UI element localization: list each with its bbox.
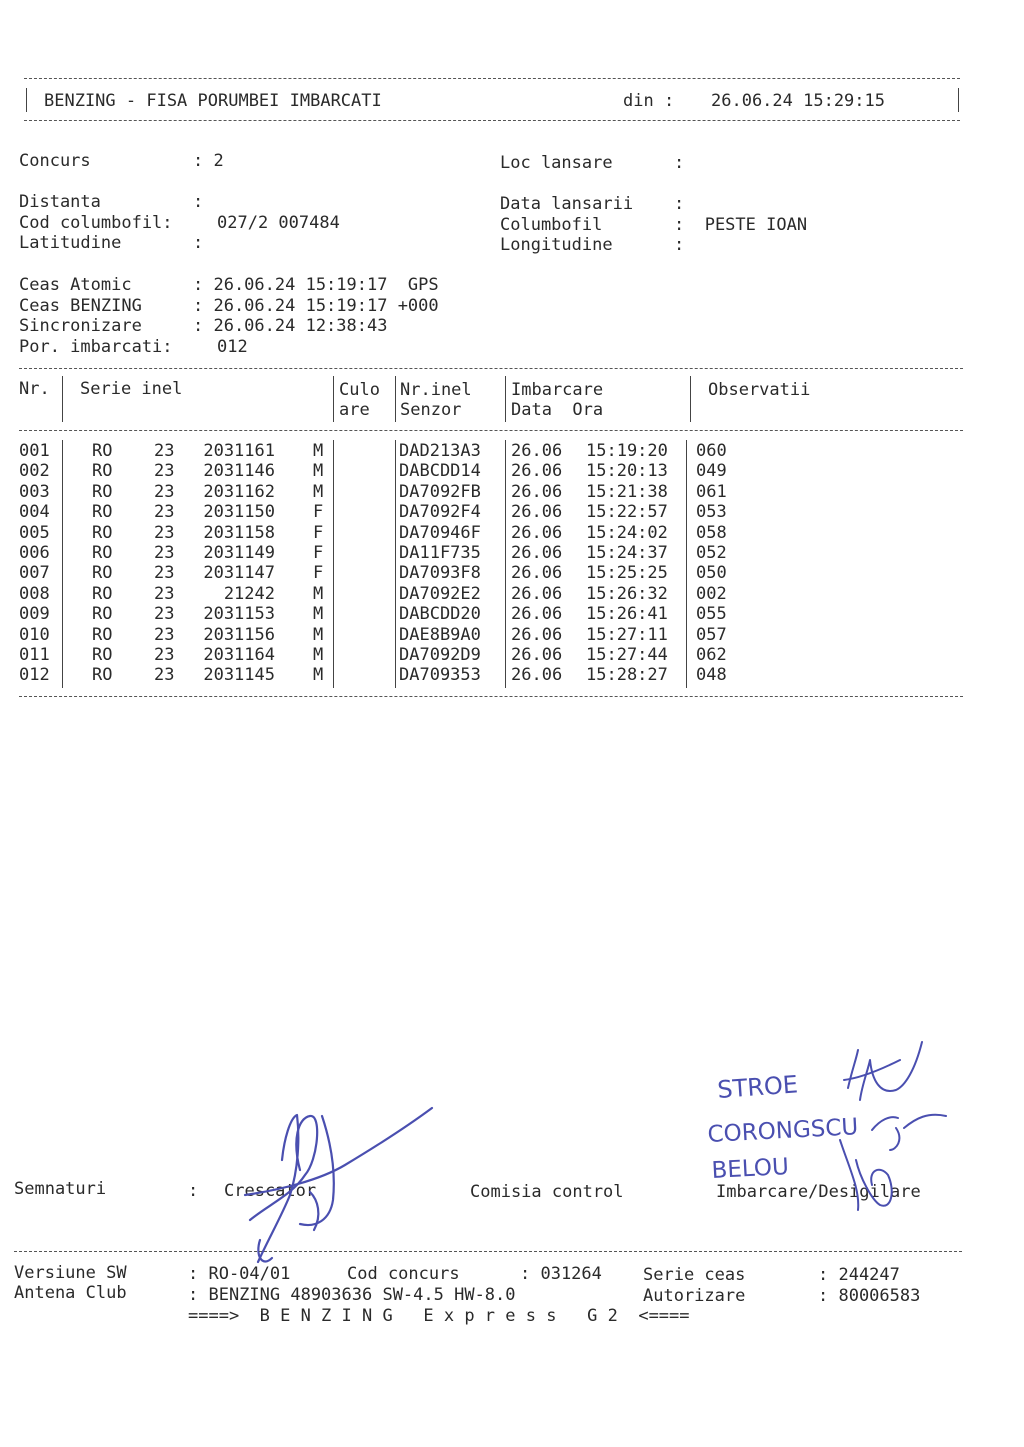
ceas-atomic-value: : 26.06.24 15:19:17 GPS [193,275,439,295]
cell-country: RO [92,583,113,604]
header-observatii: Observatii [708,380,811,400]
col-divider-nr [62,376,63,422]
cell-country: RO [92,502,113,523]
cell-time: 15:25:25 [586,563,668,584]
cell-obs: 062 [696,645,727,665]
body-divider-serie [333,440,334,688]
col-divider-culo [395,376,396,422]
cell-time: 15:21:38 [586,481,668,502]
cell-time: 15:20:13 [586,461,668,482]
cell-ring: 2031156 [203,624,275,645]
cell-date: 26.06 [511,563,563,584]
cod-columbofil-label: Cod columbofil: [19,213,173,233]
versiune-sw-value: : RO-04/01 [188,1264,291,1284]
body-divider-senzor [505,440,506,688]
autorizare-label: Autorizare [643,1286,746,1306]
cell-sensor: DAD213A3 [399,441,481,461]
cell-time: 15:26:41 [586,604,668,625]
serie-ceas-label: Serie ceas [643,1265,746,1285]
cell-sensor: DA7092D9 [399,645,481,665]
cell-time: 15:28:27 [586,665,668,686]
header-imbarcare-2: Data Ora [511,400,604,420]
body-divider-culo [395,440,396,688]
concurs-label: Concurs [19,151,91,171]
distanta-value: : [193,192,204,212]
cell-sex: M [313,665,324,686]
cell-sensor: DABCDD14 [399,461,481,482]
cell-year: 23 [154,481,175,502]
cell-sex: M [313,645,324,665]
cell-obs: 061 [696,481,727,502]
page-title: BENZING - FISA PORUMBEI IMBARCATI [44,91,382,111]
cell-ring: 2031150 [203,502,275,523]
cell-nr: 004 [19,502,50,523]
col-divider-senzor [505,376,506,422]
cell-date: 26.06 [511,645,563,665]
cell-year: 23 [154,461,175,482]
header-top-rule [24,78,960,79]
cell-date: 26.06 [511,583,563,604]
cell-nr: 007 [19,563,50,584]
col-divider-imbarcare [690,376,691,422]
header-right-border [958,88,959,112]
cell-obs: 055 [696,604,727,625]
cell-year: 23 [154,441,175,461]
cell-ring: 2031147 [203,563,275,584]
autorizare-value: : 80006583 [818,1286,921,1306]
cell-date: 26.06 [511,461,563,482]
columbofil-label: Columbofil [500,215,603,235]
cell-sensor: DA70946F [399,522,481,543]
cell-obs: 048 [696,665,727,686]
cell-date: 26.06 [511,481,563,502]
cell-country: RO [92,543,113,563]
cell-sensor: DA7093F8 [399,563,481,584]
header-nr: Nr. [19,379,50,399]
body-divider-nr [62,440,63,688]
cell-sex: M [313,624,324,645]
cell-sensor: DA7092E2 [399,583,481,604]
cell-country: RO [92,665,113,686]
cell-nr: 011 [19,645,50,665]
distanta-label: Distanta [19,192,101,212]
cod-concurs-label: Cod concurs [347,1264,460,1284]
cell-country: RO [92,481,113,502]
cell-sex: F [313,543,324,563]
handwritten-line-2: CORONGSCU [706,1114,859,1148]
sincronizare-value: : 26.06.24 12:38:43 [193,316,388,336]
cell-date: 26.06 [511,522,563,543]
cell-year: 23 [154,624,175,645]
cell-nr: 005 [19,522,50,543]
loc-lansare-label: Loc lansare [500,153,613,173]
handwritten-line-3: BELOU [710,1153,790,1184]
latitudine-label: Latitudine [19,233,122,253]
body-divider-imbarcare [686,440,687,688]
cell-ring: 21242 [223,583,275,604]
columbofil-value: : PESTE IOAN [674,215,808,235]
cell-nr: 009 [19,604,50,625]
semnaturi-colon: : [188,1181,199,1201]
latitudine-value: : [193,233,204,253]
cell-sensor: DA7092F4 [399,502,481,523]
cell-sex: F [313,522,324,543]
cell-sex: M [313,461,324,482]
cell-sex: M [313,583,324,604]
cell-time: 15:24:02 [586,522,668,543]
benzing-banner: ====> B E N Z I N G E x p r e s s G 2 <==== [188,1306,690,1326]
cell-obs: 050 [696,563,727,584]
cell-date: 26.06 [511,604,563,625]
header-bottom-rule [24,120,960,121]
table-header-rule [19,430,963,431]
cell-year: 23 [154,645,175,665]
header-nrinel-2: Senzor [400,400,462,420]
cell-year: 23 [154,583,175,604]
por-imbarcati-value: 012 [217,337,248,357]
ceas-benzing-value: : 26.06.24 15:19:17 +000 [193,296,439,316]
cell-ring: 2031149 [203,543,275,563]
cell-ring: 2031158 [203,522,275,543]
cell-year: 23 [154,604,175,625]
cell-ring: 2031145 [203,665,275,686]
imbarcare-desigilare-label: Imbarcare/Desigilare [716,1182,921,1202]
crescator-label: Crescator [224,1181,317,1201]
cell-nr: 001 [19,441,50,461]
cell-obs: 002 [696,583,727,604]
cell-year: 23 [154,543,175,563]
cell-date: 26.06 [511,665,563,686]
table-bottom-rule [19,696,963,697]
comisia-control-label: Comisia control [470,1182,624,1202]
cell-ring: 2031146 [203,461,275,482]
cell-time: 15:19:20 [586,441,668,461]
cell-date: 26.06 [511,543,563,563]
cell-obs: 058 [696,522,727,543]
cell-date: 26.06 [511,502,563,523]
cell-obs: 052 [696,543,727,563]
cod-concurs-value: : 031264 [520,1264,602,1284]
longitudine-label: Longitudine [500,235,613,255]
cell-ring: 2031153 [203,604,275,625]
cell-sensor: DA11F735 [399,543,481,563]
data-lansarii-label: Data lansarii [500,194,634,214]
cell-time: 15:27:11 [586,624,668,645]
cell-country: RO [92,624,113,645]
cell-country: RO [92,522,113,543]
cell-obs: 049 [696,461,727,482]
cell-nr: 008 [19,583,50,604]
sincronizare-label: Sincronizare [19,316,142,336]
cell-year: 23 [154,563,175,584]
antena-club-label: Antena Club [14,1283,127,1303]
cell-obs: 057 [696,624,727,645]
header-serie-inel: Serie inel [80,379,183,399]
cell-ring: 2031161 [203,441,275,461]
antena-club-value: : BENZING 48903636 SW-4.5 HW-8.0 [188,1285,516,1305]
cell-year: 23 [154,502,175,523]
serie-ceas-value: : 244247 [818,1265,900,1285]
semnaturi-label: Semnaturi [14,1179,107,1199]
cell-ring: 2031162 [203,481,275,502]
data-lansarii-value: : [674,194,685,214]
concurs-value: : 2 [193,151,224,171]
por-imbarcati-label: Por. imbarcati: [19,337,173,357]
cell-year: 23 [154,522,175,543]
header-left-border [26,88,27,112]
col-divider-serie [333,376,334,422]
cell-nr: 002 [19,461,50,482]
cell-nr: 003 [19,481,50,502]
cell-date: 26.06 [511,441,563,461]
cell-sex: F [313,563,324,584]
ceas-atomic-label: Ceas Atomic [19,275,132,295]
cell-sensor: DAE8B9A0 [399,624,481,645]
cell-year: 23 [154,665,175,686]
cell-ring: 2031164 [203,645,275,665]
cell-sex: M [313,481,324,502]
cell-country: RO [92,461,113,482]
header-culoare-2: are [339,400,370,420]
cell-nr: 012 [19,665,50,686]
date-value: 26.06.24 15:29:15 [711,91,885,111]
cell-country: RO [92,645,113,665]
versiune-sw-label: Versiune SW [14,1263,127,1283]
cell-sensor: DA709353 [399,665,481,686]
cell-sensor: DA7092FB [399,481,481,502]
header-nrinel-1: Nr.inel [400,380,472,400]
cell-time: 15:24:37 [586,543,668,563]
cod-columbofil-value: 027/2 007484 [217,213,340,233]
cell-sex: M [313,441,324,461]
header-culoare-1: Culo [339,380,380,400]
table-top-rule [19,368,963,369]
header-imbarcare-1: Imbarcare [511,380,604,400]
cell-date: 26.06 [511,624,563,645]
cell-sex: M [313,604,324,625]
cell-time: 15:26:32 [586,583,668,604]
cell-sensor: DABCDD20 [399,604,481,625]
cell-obs: 053 [696,502,727,523]
cell-nr: 010 [19,624,50,645]
cell-nr: 006 [19,543,50,563]
cell-country: RO [92,441,113,461]
ceas-benzing-label: Ceas BENZING [19,296,142,316]
cell-country: RO [92,604,113,625]
cell-country: RO [92,563,113,584]
cell-time: 15:27:44 [586,645,668,665]
loc-lansare-value: : [674,153,685,173]
handwritten-line-1: STROE [716,1070,799,1104]
cell-obs: 060 [696,441,727,461]
longitudine-value: : [674,235,685,255]
date-label: din : [623,91,675,111]
footer-top-rule [14,1251,962,1252]
cell-time: 15:22:57 [586,502,668,523]
cell-sex: F [313,502,324,523]
